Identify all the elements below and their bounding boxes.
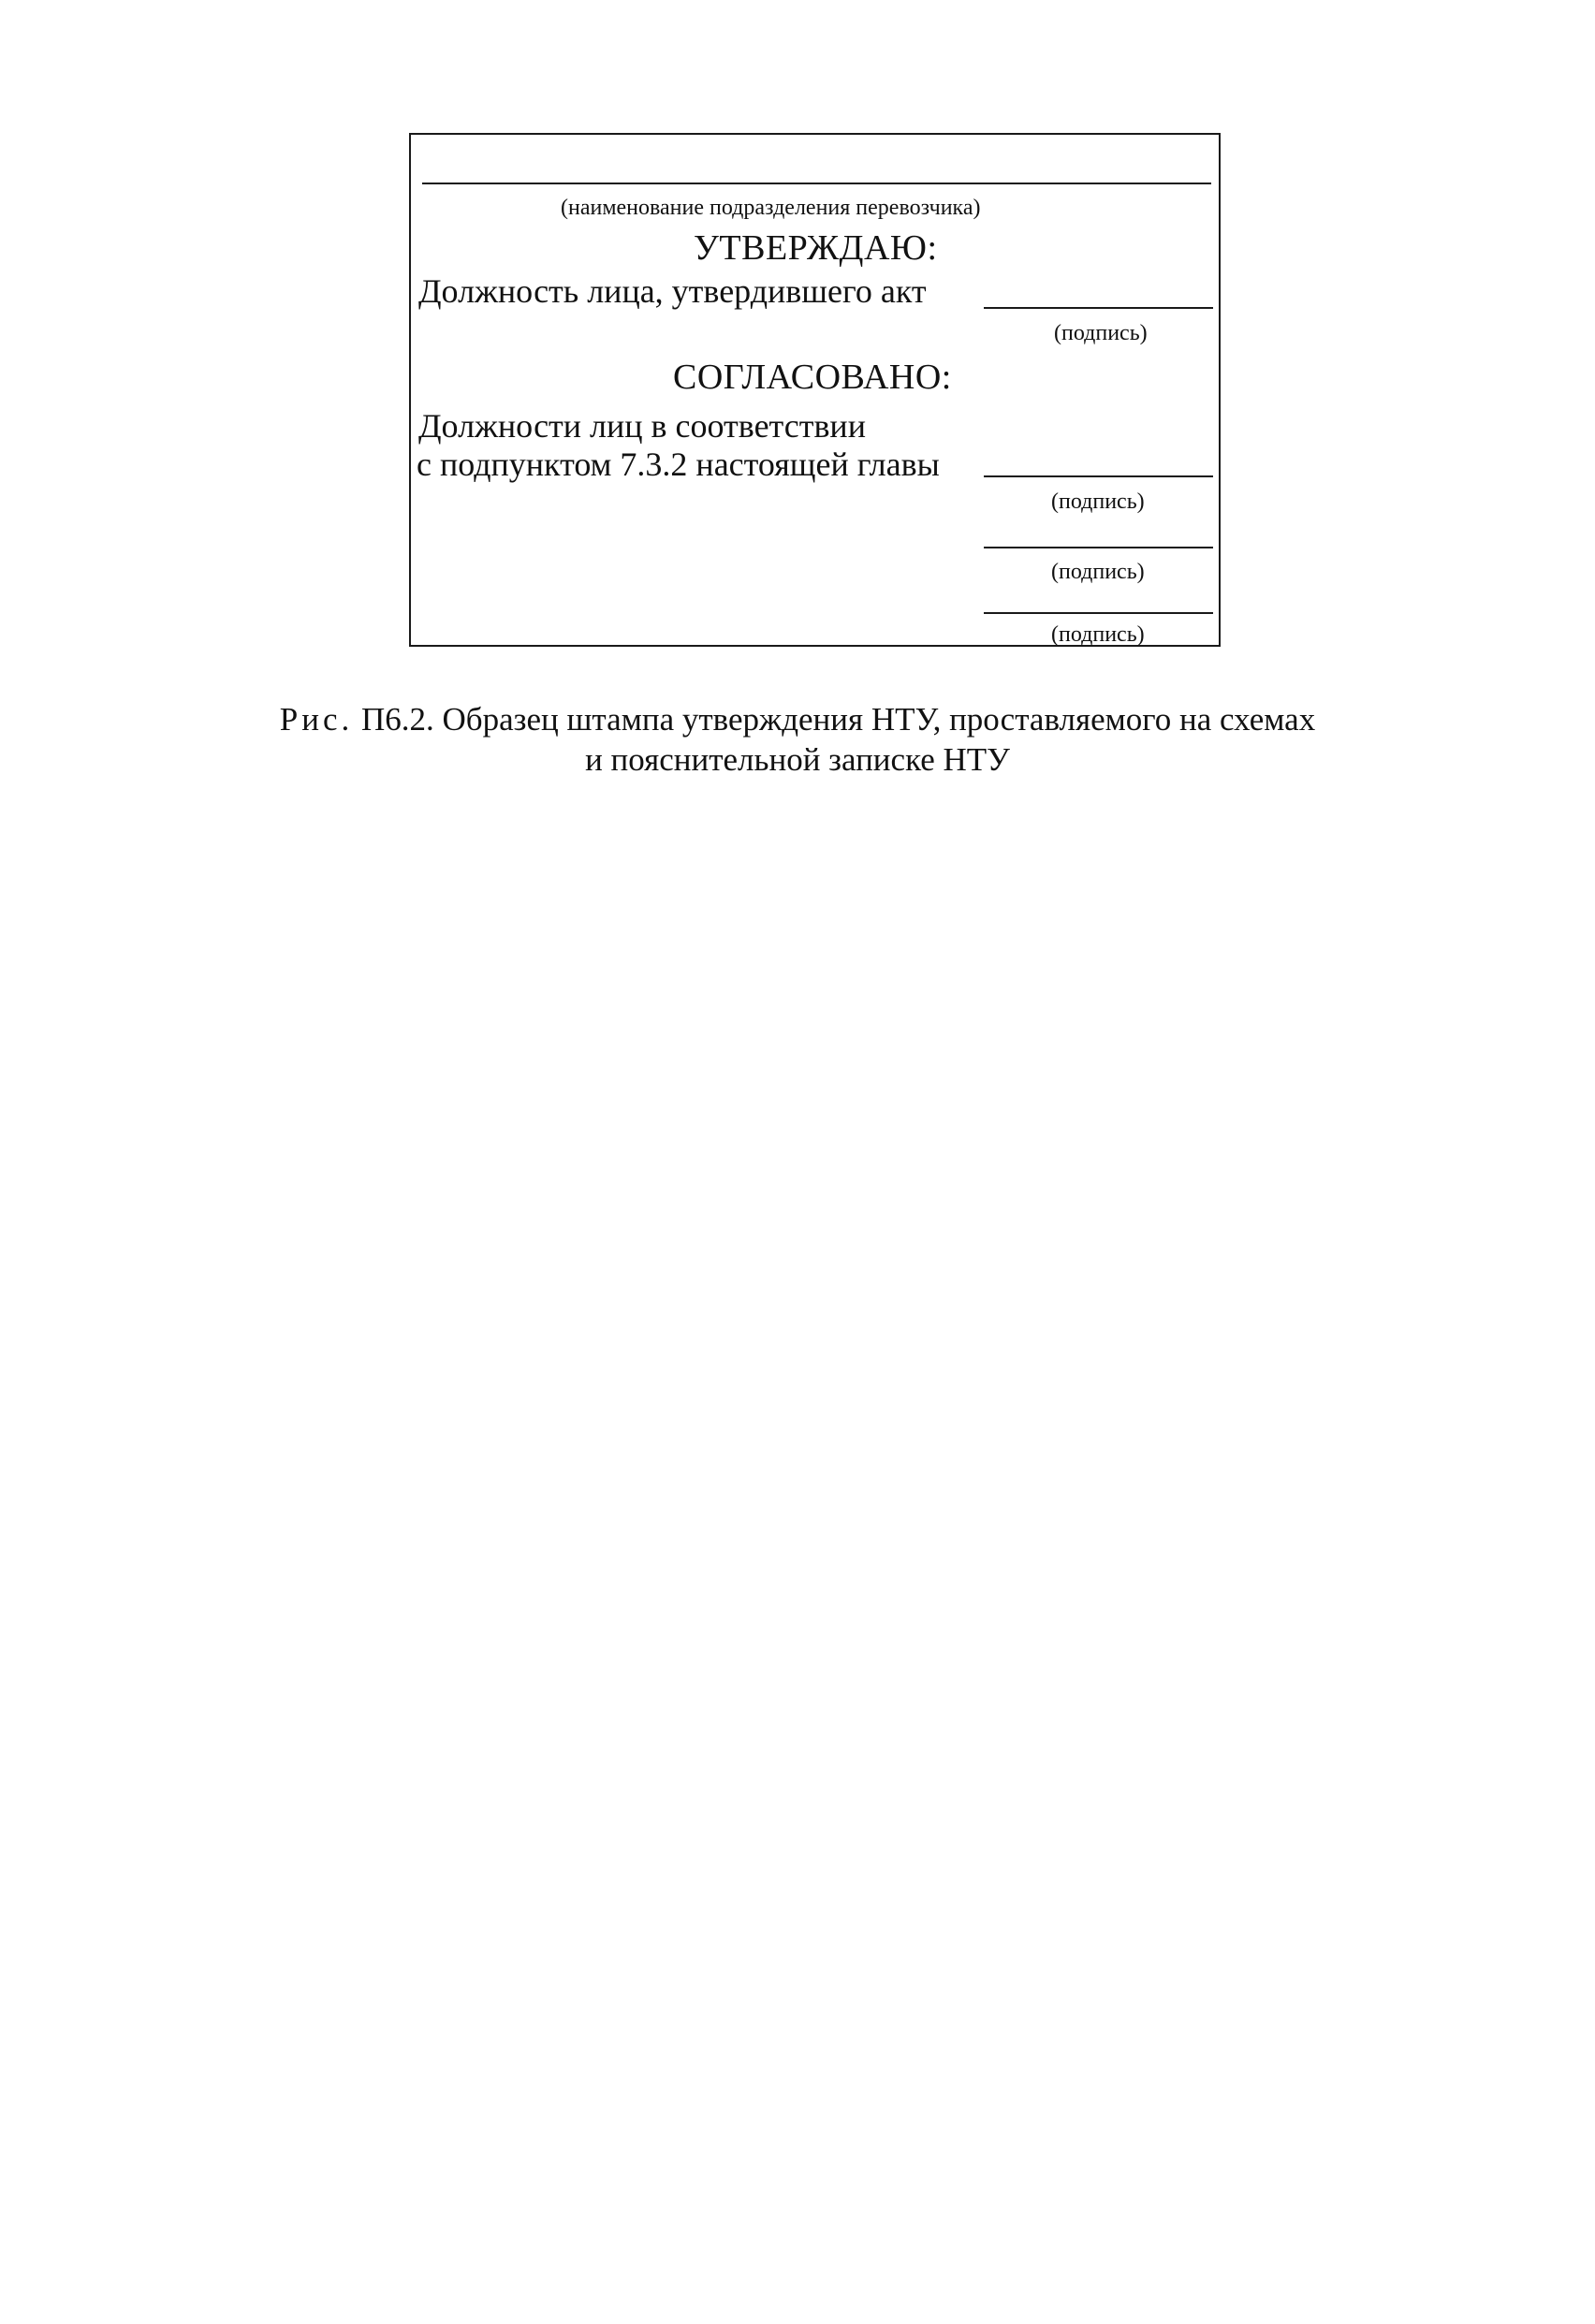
signature-hint: (подпись) <box>1051 622 1145 647</box>
approver-signature-line <box>984 307 1213 309</box>
agree-heading: СОГЛАСОВАНО: <box>673 358 952 397</box>
org-name-line <box>422 183 1211 184</box>
approver-position-label: Должность лица, утвердившего акт <box>418 272 927 310</box>
org-name-hint: (наименование подразделения перевозчика) <box>561 196 981 220</box>
agreeing-signature-line <box>984 612 1213 614</box>
figure-caption-prefix: Рис. <box>279 701 354 738</box>
agreeing-signature-line <box>984 475 1213 477</box>
figure-caption-line2: и пояснительной записке НТУ <box>585 741 1010 778</box>
agreeing-positions-line2: с подпунктом 7.3.2 настоящей главы <box>417 446 940 483</box>
signature-hint: (подпись) <box>1051 490 1145 514</box>
approval-stamp-frame <box>409 133 1221 647</box>
figure-caption-text: П6.2. Образец штампа утверждения НТУ, проставляемого на схемах <box>353 701 1316 738</box>
figure-caption-line1 <box>0 703 1595 736</box>
agreeing-positions-line1: Должности лиц в соответствии <box>418 407 866 445</box>
signature-hint: (подпись) <box>1054 321 1148 345</box>
approve-heading: УТВЕРЖДАЮ: <box>694 228 938 268</box>
agreeing-signature-line <box>984 547 1213 548</box>
signature-hint: (подпись) <box>1051 560 1145 584</box>
